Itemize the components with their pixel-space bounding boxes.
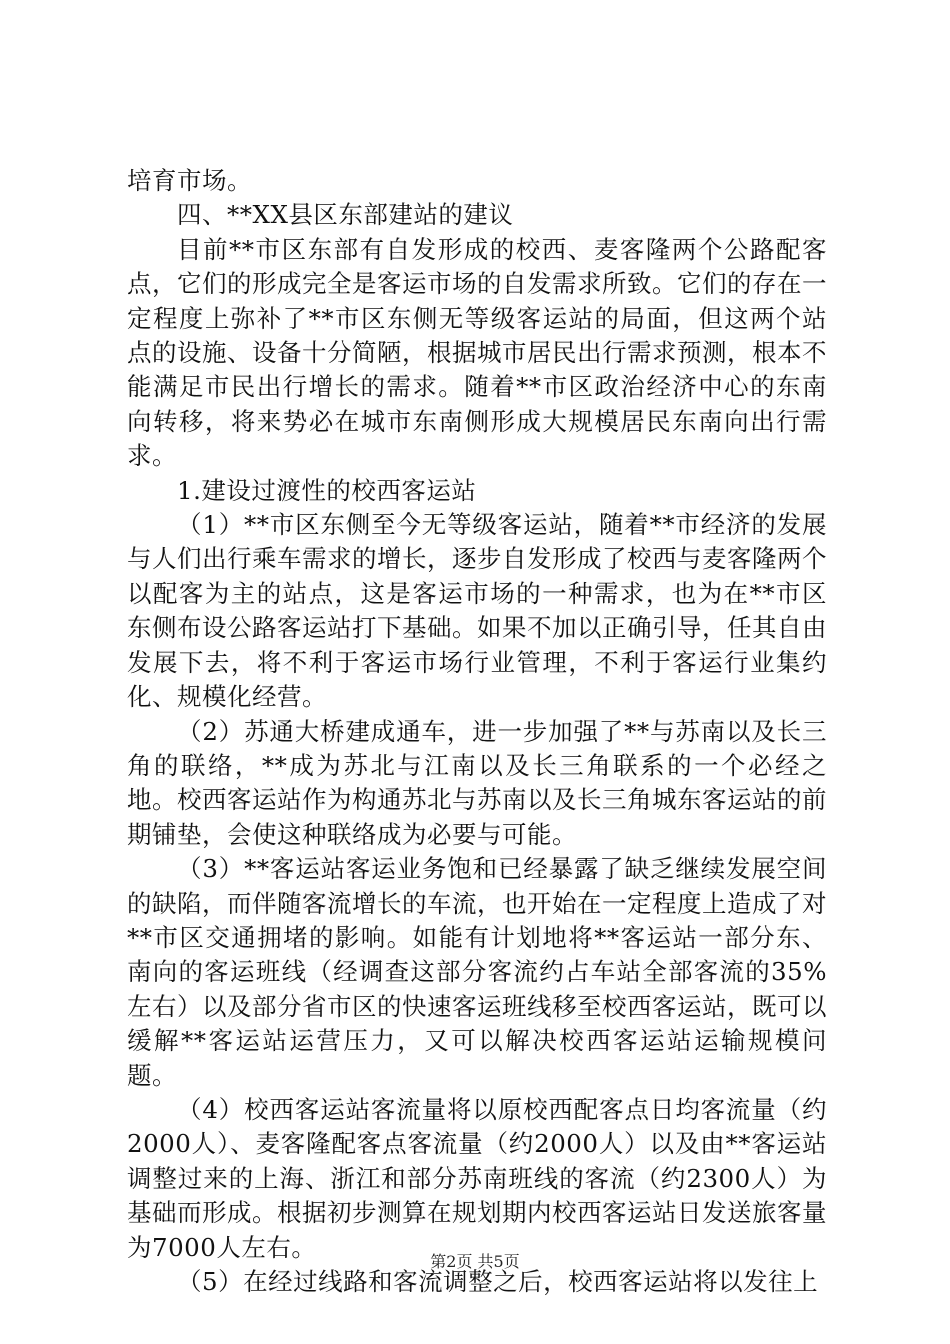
paragraph-item-4: （4）校西客运站客流量将以原校西配客点日均客流量（约2000人）、麦客隆配客点客流量（约2000人）以及由**客运站调整过来的上海、浙江和部分苏南班线的客流（约2300人）为基础而形成。根据初步测算在规划期内校西客运站日发送旅客量为7000人左右。 bbox=[127, 1094, 827, 1262]
page-footer: 第2页 共5页 bbox=[430, 1252, 520, 1271]
paragraph-intro: 目前**市区东部有自发形成的校西、麦客隆两个公路配客点，它们的形成完全是客运市场的自发需求所致。它们的存在一定程度上弥补了**市区东侧无等级客运站的局面，但这两个站点的设施、设备十分简陋，根据城市居民出行需求预测，根本不能满足市民出行增长的需求。随着**市区政治经济中心的东南向转移，将来势必在城市东南侧形成大规模居民东南向出行需求。 bbox=[127, 234, 827, 471]
paragraph-item-1: （1）**市区东侧至今无等级客运站，随着**市经济的发展与人们出行乘车需求的增长，逐步自发形成了校西与麦客隆两个以配客为主的站点，这是客运市场的一种需求，也为在**市区东侧布设公路客运站打下基础。如果不加以正确引导，任其自由发展下去，将不利于客运市场行业管理，不利于客运行业集约化、规模化经营。 bbox=[127, 510, 827, 712]
paragraph-item-2: （2）苏通大桥建成通车，进一步加强了**与苏南以及长三角的联络，**成为苏北与江南以及长三角联系的一个必经之地。校西客运站作为构通苏北与苏南以及长三角城东客运站的前期铺垫，会使这种联络成为必要与可能。 bbox=[127, 716, 827, 849]
document-body bbox=[127, 164, 827, 1299]
section-heading: 四、**XX县区东部建站的建议 bbox=[177, 200, 514, 230]
paragraph-item-5: （5）在经过线路和客流调整之后，校西客运站将以发往上 bbox=[177, 1267, 819, 1296]
paragraph-continuation: 培育市场。 bbox=[127, 166, 252, 195]
paragraph-item-3: （3）**客运站客运业务饱和已经暴露了缺乏继续发展空间的缺陷，而伴随客流增长的车流，也开始在一定程度上造成了对**市区交通拥堵的影响。如能有计划地将**客运站一部分东、南向的客运班线（经调查这部分客流约占车站全部客流的35%左右）以及部分省市区的快速客运班线移至校西客运站，既可以缓解**客运站运营压力，又可以解决校西客运站运输规模问题。 bbox=[127, 854, 827, 1090]
sub-heading: 1.建设过渡性的校西客运站 bbox=[177, 475, 477, 505]
